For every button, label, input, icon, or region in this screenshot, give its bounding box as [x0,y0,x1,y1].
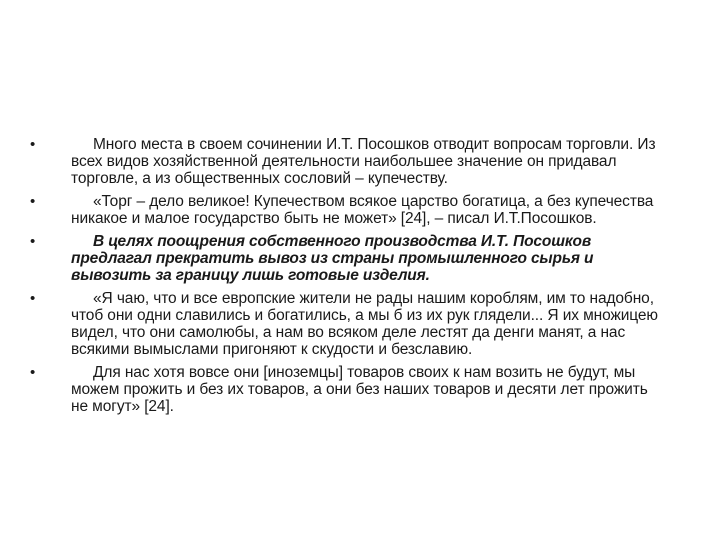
bullet-list [30,136,666,421]
bullet-text-emphasized: В целях поощрения собственного производства И.Т. Посошков предлагал прекратить вывоз из страны промышленного сырья и вывозить за границу лишь готовые изделия. [71,233,594,284]
bullet-text: Много места в своем сочинении И.Т. Посошков отводит вопросам торговли. Из всех видов хозяйственной деятельности наибольшее значение он придавал торговле, а из общественных сословий – купечеству. [71,136,656,187]
bullet-item-europeans-quote [30,290,666,358]
bullet-item-trade-focus [30,136,666,187]
bullet-text: Для нас хотя вовсе они [иноземцы] товаров своих к нам возить не будут, мы можем прожить и без их товаров, а они без наших товаров и десяти лет прожить не могут» [24]. [71,364,648,415]
bullet-item-trade-quote [30,193,666,227]
bullet-icon: • [30,193,36,210]
bullet-text: «Я чаю, что и все европские жители не рады нашим короблям, им то надобно, чтоб они одни славились и богатились, а мы б из их рук глядели... Я их множицею видел, что они самолюбы, а нам во всяком деле лестят да денги манят, а нас всякими вымыслами пригоняют к скудости и безславию. [71,290,658,358]
bullet-icon: • [30,364,36,381]
bullet-icon: • [30,136,36,153]
bullet-item-foreigners-quote [30,364,666,415]
bullet-item-production-policy [30,233,666,284]
bullet-icon: • [30,233,36,250]
bullet-text: «Торг – дело великое! Купечеством всякое царство богатица, а без купечества никакое и малое государство быть не может» [24], – писал И.Т.Посошков. [71,193,654,227]
bullet-icon: • [30,290,36,307]
